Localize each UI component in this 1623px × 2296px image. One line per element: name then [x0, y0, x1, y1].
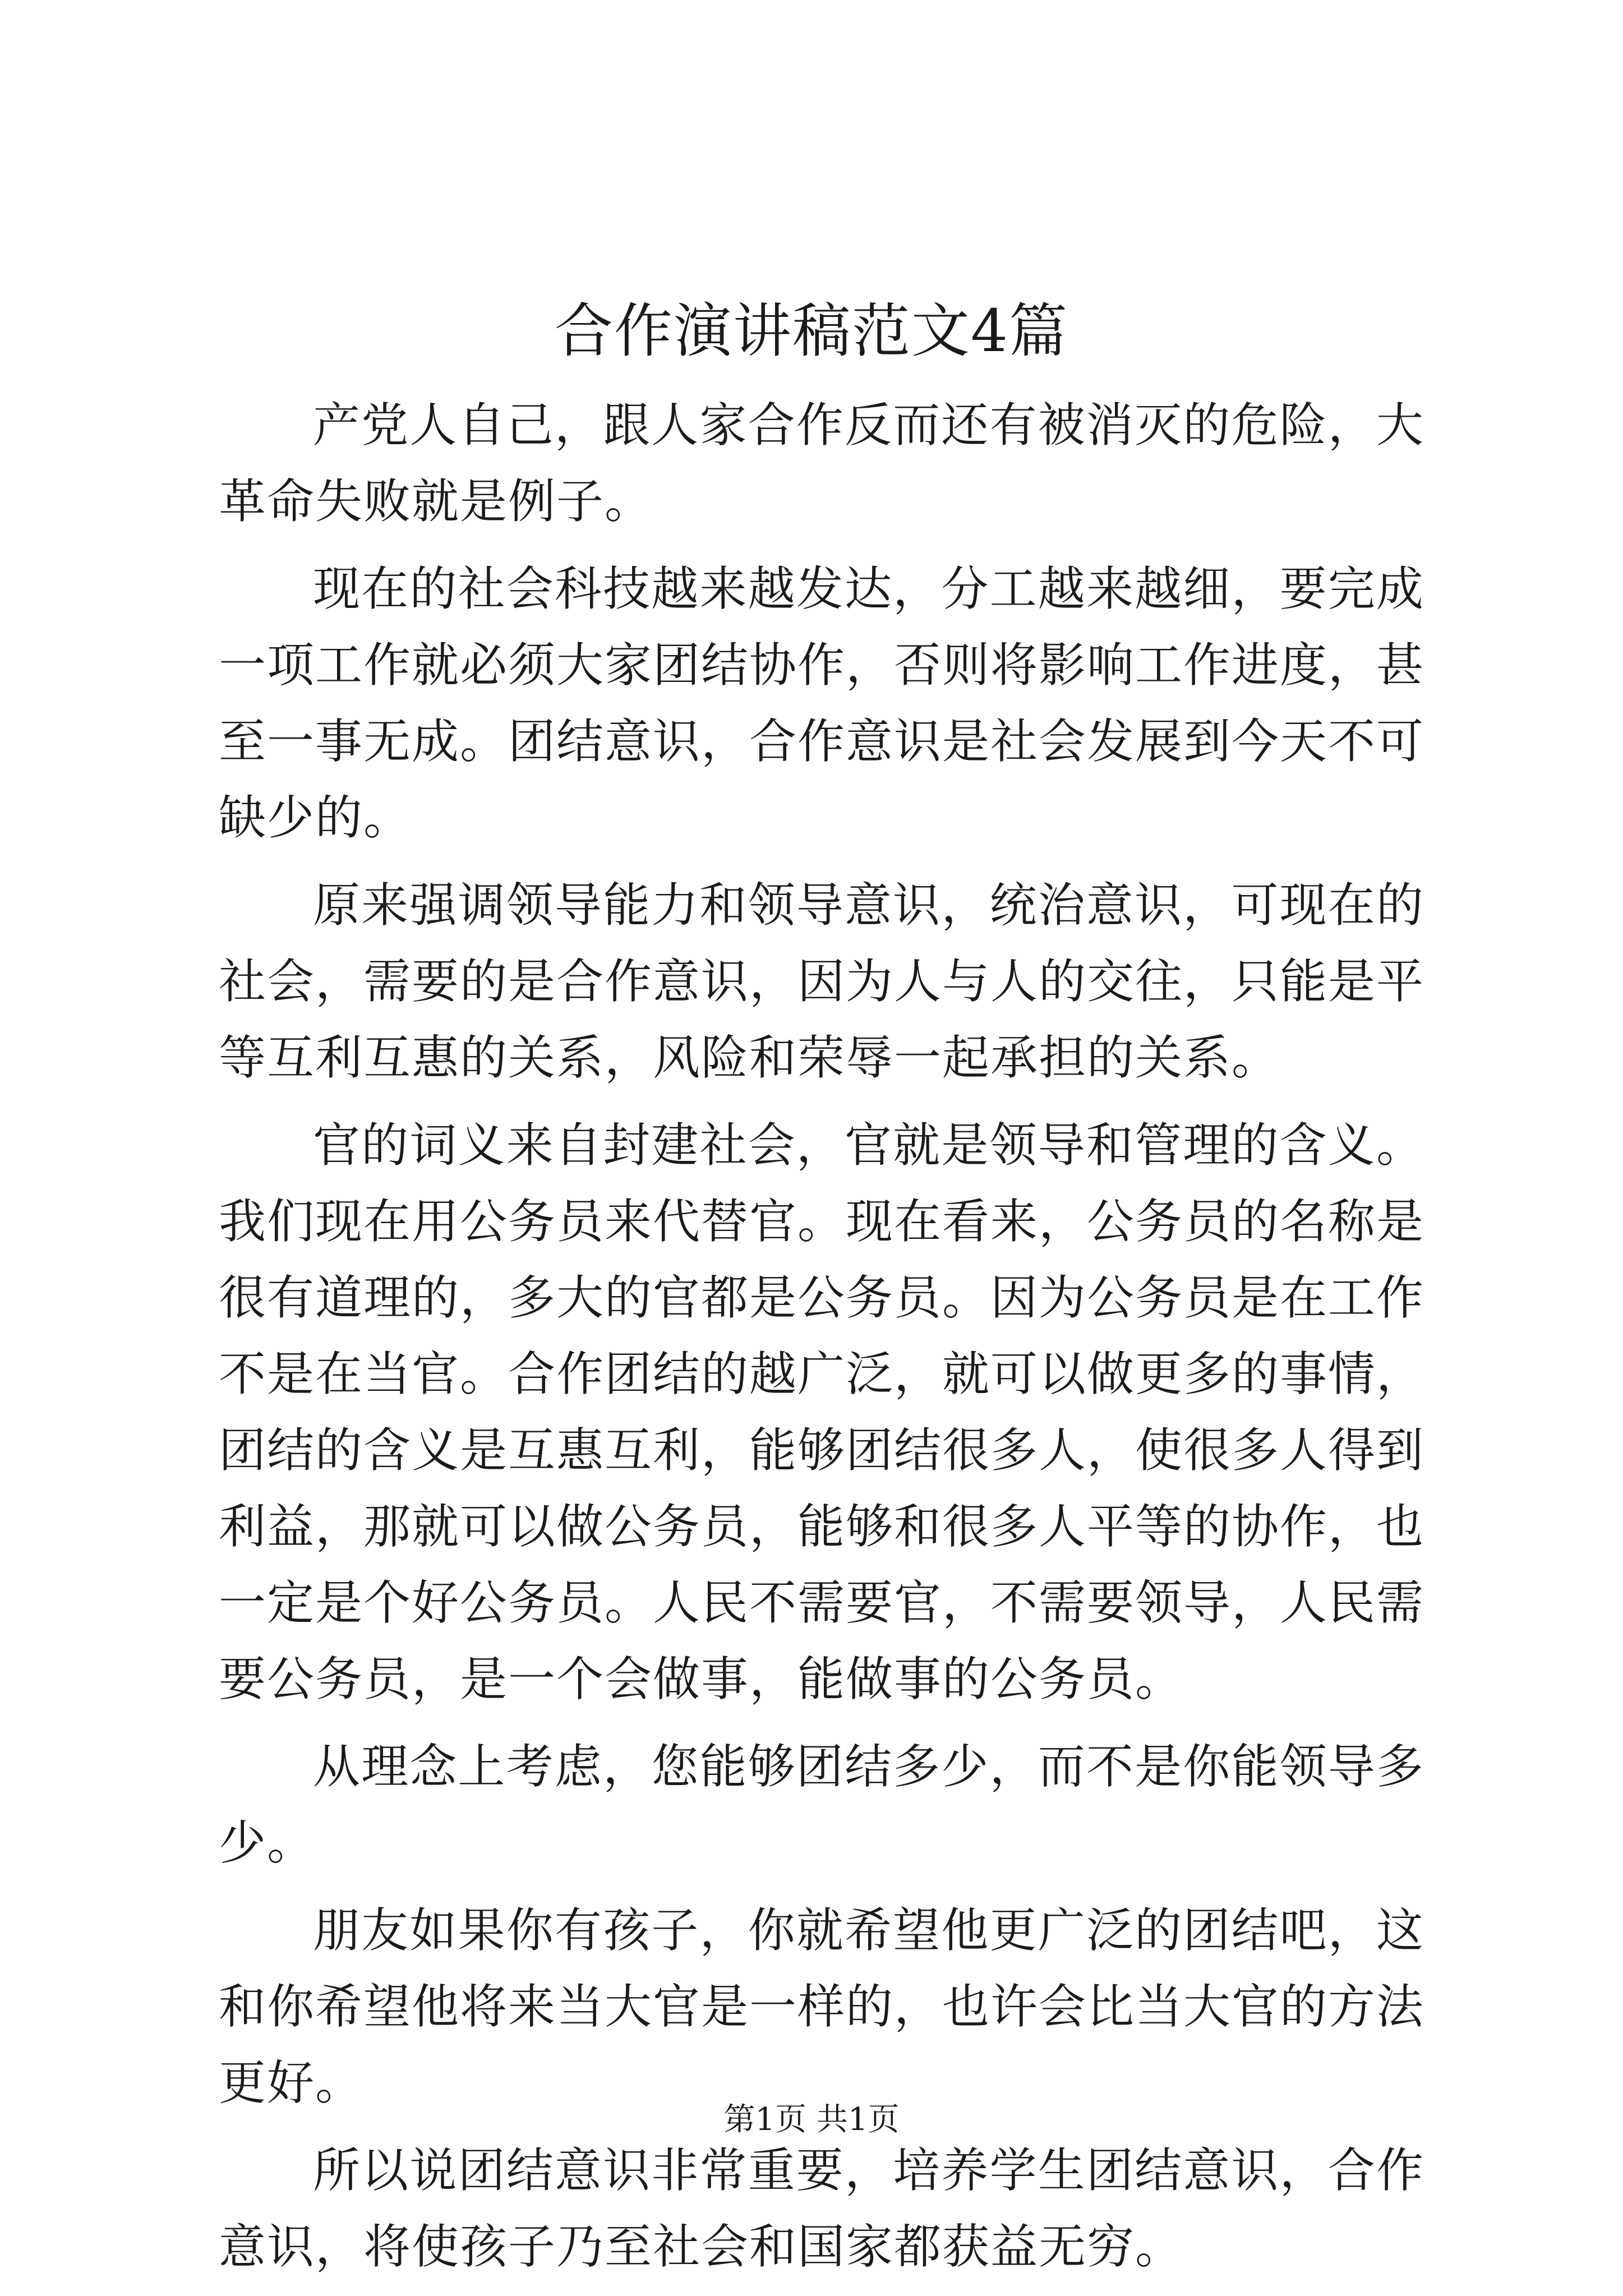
- paragraph: 官的词义来自封建社会，官就是领导和管理的含义。我们现在用公务员来代替官。现在看来，公务员的名称是很有道理的，多大的官都是公务员。因为公务员是在工作不是在当官。合作团结的越广泛，就可以做更多的事情，团结的含义是互惠互利，能够团结很多人，使很多人得到利益，那就可以做公务员，能够和很多人平等的协作，也一定是个好公务员。人民不需要官，不需要领导，人民需要公务员，是一个会做事，能做事的公务员。: [219, 1118, 1425, 1707]
- document-title: 合作演讲稿范文4篇: [554, 297, 1069, 365]
- paragraph: 原来强调领导能力和领导意识，统治意识，可现在的社会，需要的是合作意识，因为人与人的交往，只能是平等互利互惠的关系，风险和荣辱一起承担的关系。: [219, 878, 1425, 1085]
- document-body: [219, 387, 1424, 2296]
- page-number-footer: 第1页 共1页: [723, 2101, 900, 2138]
- paragraph: 所以说团结意识非常重要，培养学生团结意识，合作意识，将使孩子乃至社会和国家都获益无穷。: [219, 2143, 1424, 2274]
- paragraph: 从理念上考虑，您能够团结多少，而不是你能领导多少。: [219, 1739, 1424, 1870]
- paragraph: 现在的社会科技越来越发达，分工越来越细，要完成一项工作就必须大家团结协作，否则将影响工作进度，甚至一事无成。团结意识，合作意识是社会发展到今天不可缺少的。: [219, 561, 1425, 845]
- paragraph: 朋友如果你有孩子，你就希望他更广泛的团结吧，这和你希望他将来当大官是一样的，也许会比当大官的方法更好。: [219, 1903, 1425, 2110]
- paragraph: 产党人自己，跟人家合作反而还有被消灭的危险，大革命失败就是例子。: [219, 398, 1424, 529]
